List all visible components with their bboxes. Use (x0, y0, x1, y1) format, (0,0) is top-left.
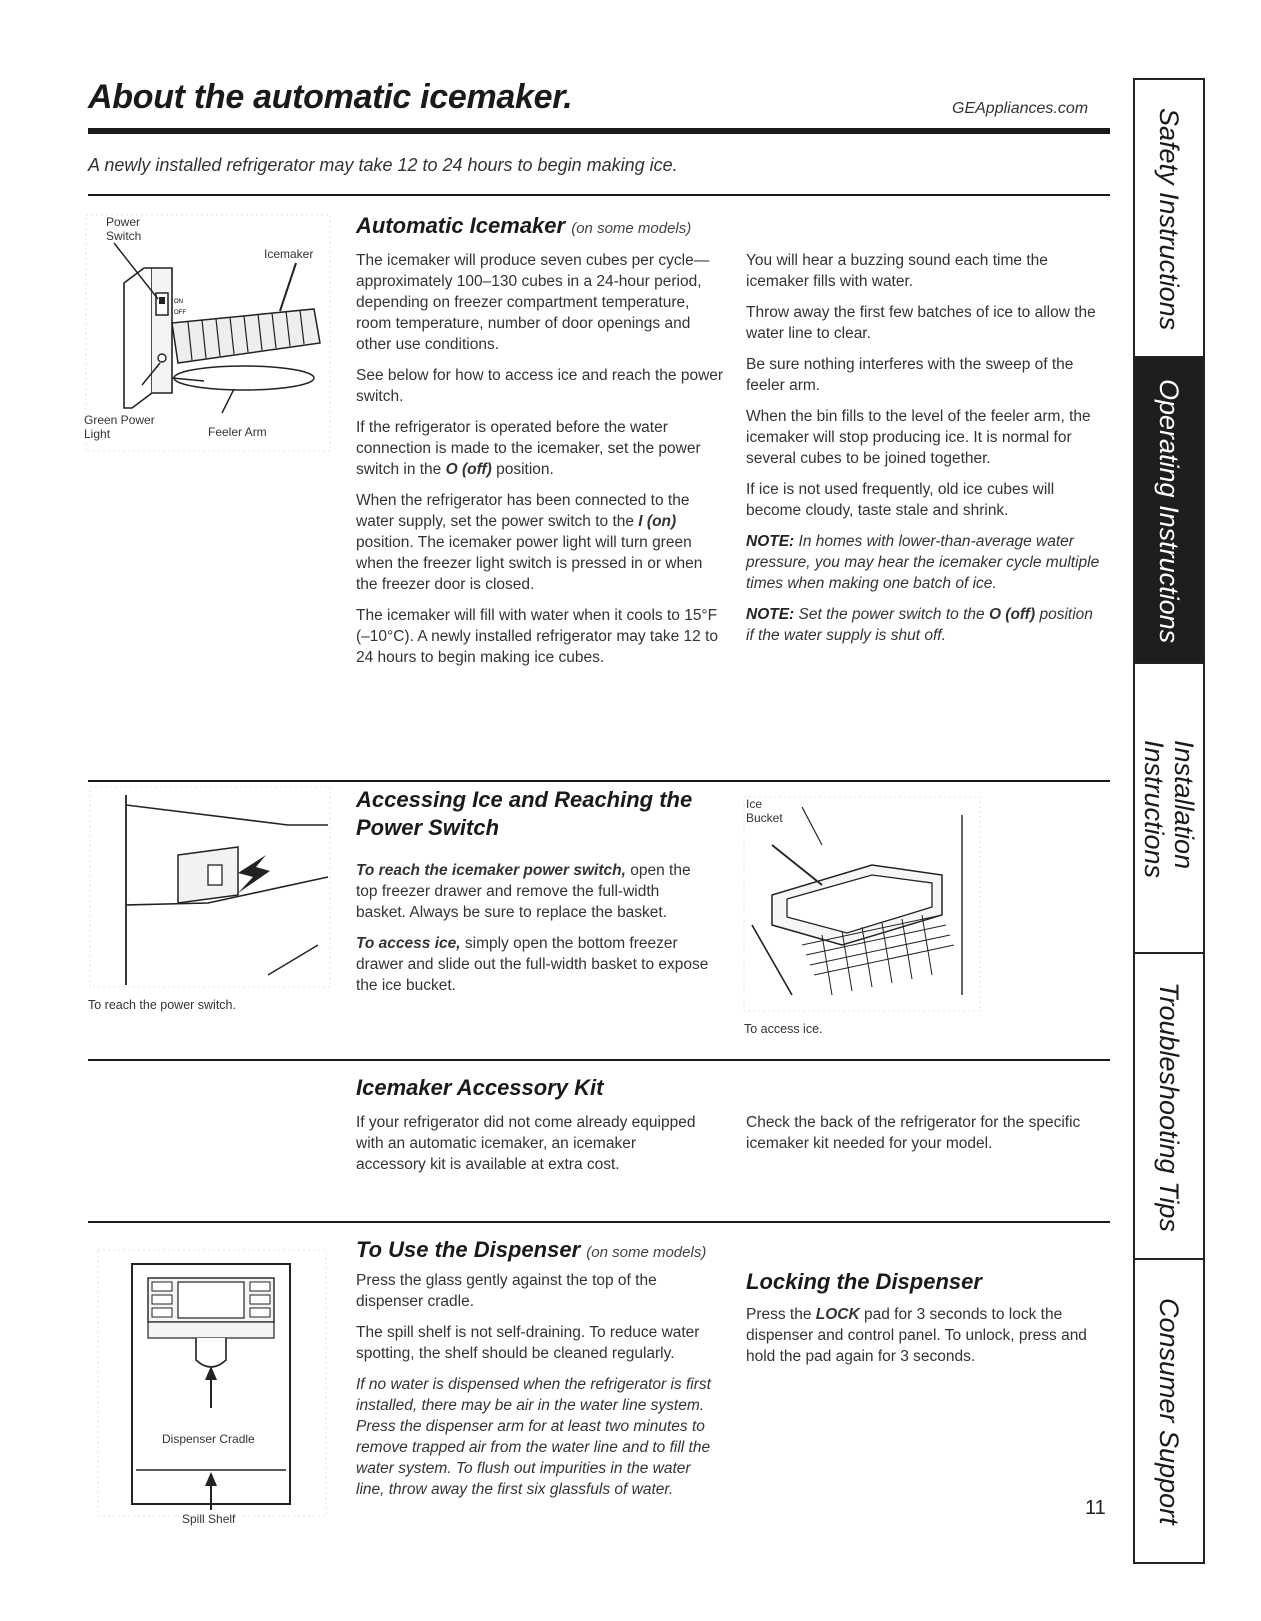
section-divider (88, 780, 1110, 782)
section-divider (88, 1221, 1110, 1223)
note: NOTE: Set the power switch to the O (off) position if the water supply is shut off. (746, 606, 1093, 644)
paragraph: Throw away the first few batches of ice to allow the water line to clear. (746, 304, 1096, 342)
locking-body (746, 1304, 1106, 1377)
tab-label: Safety Instructions (1154, 107, 1184, 331)
header-rule (88, 128, 1110, 134)
section-title-text: Automatic Icemaker (356, 213, 566, 238)
paragraph: See below for how to access ice and reach the power switch. (356, 367, 724, 405)
tab-label: Consumer Support (1154, 1297, 1184, 1525)
tab-consumer-support[interactable] (1133, 1258, 1205, 1564)
paragraph: The icemaker will produce seven cubes per cycle—approximately 100–130 cubes in a 24-hour period, depending on freezer compartment temperature, room temperature, number of door openings and other use conditions. (356, 252, 710, 353)
tab-installation-instructions[interactable] (1133, 662, 1205, 956)
dispenser-body (356, 1270, 716, 1510)
tab-operating-instructions[interactable] (1133, 356, 1205, 666)
automatic-icemaker-col1 (356, 250, 724, 678)
accessory-kit-heading: Icemaker Accessory Kit (356, 1075, 604, 1100)
paragraph: If ice is not used frequently, old ice cubes will become cloudy, taste stale and shrink. (746, 481, 1055, 519)
ice-bucket-illustration (742, 795, 982, 1013)
tab-label: Troubleshooting Tips (1154, 982, 1184, 1232)
ice-bucket-label: Ice Bucket (746, 797, 783, 825)
svg-text:ON: ON (174, 299, 183, 305)
dispenser-cradle-label: Dispenser Cradle (162, 1432, 255, 1446)
freezer-drawer-illustration (88, 785, 332, 990)
section-divider (88, 194, 1110, 196)
paragraph: You will hear a buzzing sound each time the icemaker fills with water. (746, 252, 1048, 290)
paragraph: To reach the icemaker power switch, open the top freezer drawer and remove the full-width basket. Always be sure to replace the basket. (356, 862, 691, 921)
paragraph: If the refrigerator is operated before the water connection is made to the icemaker, set the power switch in the O (off) position. (356, 419, 701, 478)
paragraph: If no water is dispensed when the refrigerator is first installed, there may be air in the water line system. Press the dispenser arm for at least two minutes to remove trapped air from the water line and to fill the water system. To flush out impurities in the water line, throw away the first six glassfuls of water. (356, 1376, 711, 1498)
automatic-icemaker-col2 (746, 250, 1102, 656)
dispenser-figure (96, 1248, 328, 1526)
ice-bucket-figure (742, 795, 982, 1013)
tab-troubleshooting-tips[interactable] (1133, 952, 1205, 1262)
accessory-kit-col2: Check the back of the refrigerator for the specific icemaker kit needed for your model. (746, 1114, 1081, 1152)
feeler-arm-label: Feeler Arm (208, 425, 267, 439)
page-number: 11 (1085, 1497, 1106, 1519)
tab-label: Operating Instructions (1154, 378, 1184, 644)
svg-text:OFF: OFF (174, 310, 186, 316)
tab-label: Installation Instructions (1139, 739, 1199, 879)
power-switch-label: Power Switch (106, 215, 142, 243)
section-title-note: (on some models) (586, 1244, 707, 1261)
paragraph: Be sure nothing interferes with the sweep of the feeler arm. (746, 356, 1074, 394)
accessory-kit-col1: If your refrigerator did not come already equipped with an automatic icemaker, an icemaker accessory kit is available at extra cost. (356, 1114, 696, 1173)
page-subtitle: A newly installed refrigerator may take 12 to 24 hours to begin making ice. (88, 155, 678, 175)
accessing-ice-heading: Accessing Ice and Reaching the Power Switch (356, 787, 693, 840)
site-url: GEAppliances.com (952, 100, 1089, 117)
paragraph: To access ice, simply open the bottom freezer drawer and slide out the full-width basket to expose the ice bucket. (356, 935, 709, 994)
automatic-icemaker-heading (356, 212, 691, 243)
icemaker-figure (84, 213, 332, 453)
paragraph: The spill shelf is not self-draining. To reduce water spotting, the shelf should be cleaned regularly. (356, 1324, 700, 1362)
paragraph: Press the glass gently against the top of the dispenser cradle. (356, 1272, 657, 1310)
dispenser-heading (356, 1236, 706, 1267)
section-title-text: To Use the Dispenser (356, 1237, 581, 1262)
spill-shelf-label: Spill Shelf (182, 1512, 236, 1526)
green-light-label: Green Power Light (84, 413, 155, 441)
section-title-note: (on some models) (571, 220, 692, 237)
power-switch-caption: To reach the power switch. (88, 998, 236, 1012)
paragraph: When the refrigerator has been connected to the water supply, set the power switch to the I (on) position. The icemaker power light will turn green when the freezer light switch is pressed in or when the freezer door is closed. (356, 492, 703, 593)
section-divider (88, 1059, 1110, 1061)
paragraph: When the bin fills to the level of the feeler arm, the icemaker will stop producing ice. It is normal for several cubes to be joined together. (746, 408, 1091, 467)
power-switch-figure (88, 785, 332, 990)
page-title: About the automatic icemaker. (88, 78, 573, 116)
accessing-ice-body (356, 860, 712, 1006)
paragraph: Press the LOCK pad for 3 seconds to lock the dispenser and control panel. To unlock, press and hold the pad again for 3 seconds. (746, 1306, 1087, 1365)
note: NOTE: In homes with lower-than-average water pressure, you may hear the icemaker cycle multiple times when making one batch of ice. (746, 533, 1100, 592)
tab-safety-instructions[interactable] (1133, 78, 1205, 360)
paragraph: The icemaker will fill with water when it cools to 15°F (–10°C). A newly installed refrigerator may take 12 to 24 hours to begin making ice cubes. (356, 607, 719, 666)
ice-bucket-caption: To access ice. (744, 1022, 823, 1036)
icemaker-label: Icemaker (264, 247, 314, 261)
dispenser-illustration (96, 1248, 328, 1518)
locking-heading: Locking the Dispenser (746, 1269, 982, 1294)
